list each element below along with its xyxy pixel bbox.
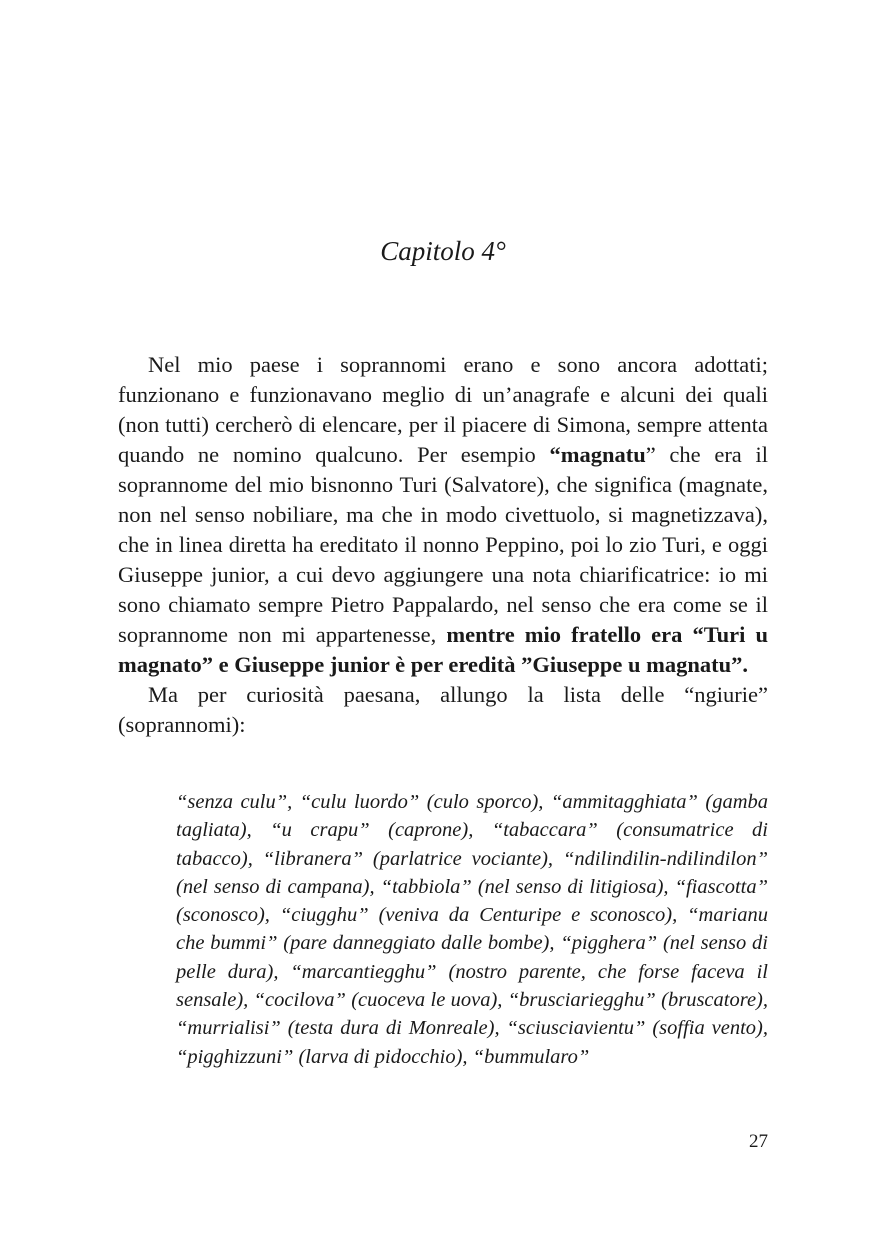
paragraph-1-bold-b: mentre mio fratello era “Turi u magnato” e Giuseppe junior è per eredità ”Giuseppe u magnatu”. xyxy=(118,622,769,677)
page-number: 27 xyxy=(749,1131,768,1152)
paragraph-1-bold-a: “magnatu xyxy=(549,442,646,467)
paragraph-1-text-a: Nel mio paese i soprannomi erano e sono ancora adottati; funzionano e funzionavano meglio di un’anagrafe e alcuni dei quali (non tutti) cercherò di elencare, per il piacere di Simona, sempre attenta quando ne nomino qualcuno. Per esempio xyxy=(118,352,768,467)
paragraph-1-text-b: ” che era il soprannome del mio bisnonno Turi (Salvatore), che significa (magnate, non nel senso nobiliare, ma che in modo civettuolo, si magnetizzava), che in linea diretta ha ereditato il nonno Peppino, poi lo zio Turi, e oggi Giuseppe junior, a cui devo aggiungere una nota chiarificatrice: io mi sono chiamato sempre Pietro Pappalardo, nel senso che era come se il soprannome non mi appartenesse, xyxy=(118,442,768,647)
chapter-title: Capitolo 4° xyxy=(380,236,506,266)
nickname-quote-block: “senza culu”, “culu luordo” (culo sporco), “ammitagghiata” (gamba tagliata), “u crapu” (caprone), “tabaccara” (consumatrice di tabacco), “libranera” (parlatrice vociante), “ndilindilin-ndilindilon” (nel senso di campana), “tabbiola” (nel senso di litigiosa), “fiascotta” (sconosco), “ciugghu” (veniva da Centuripe e sconosco), “marianu che bummi” (pare danneggiato dalle bombe), “pigghera” (nel senso di pelle dura), “marcantiegghu” (nostro parente, che forse faceva il sensale), “cocilova” (cuoceva le uova), “brusciariegghu” (bruscatore), “murrialisi” (testa dura di Monreale), “sciusciavientu” (soffia vento), “pigghizzuni” (larva di pidocchio), “bummularo” xyxy=(176,791,768,1068)
paragraph-1 xyxy=(118,350,768,680)
paragraph-2: Ma per curiosità paesana, allungo la lista delle “ngiurie” (soprannomi): xyxy=(118,682,768,737)
body-text xyxy=(118,350,768,740)
